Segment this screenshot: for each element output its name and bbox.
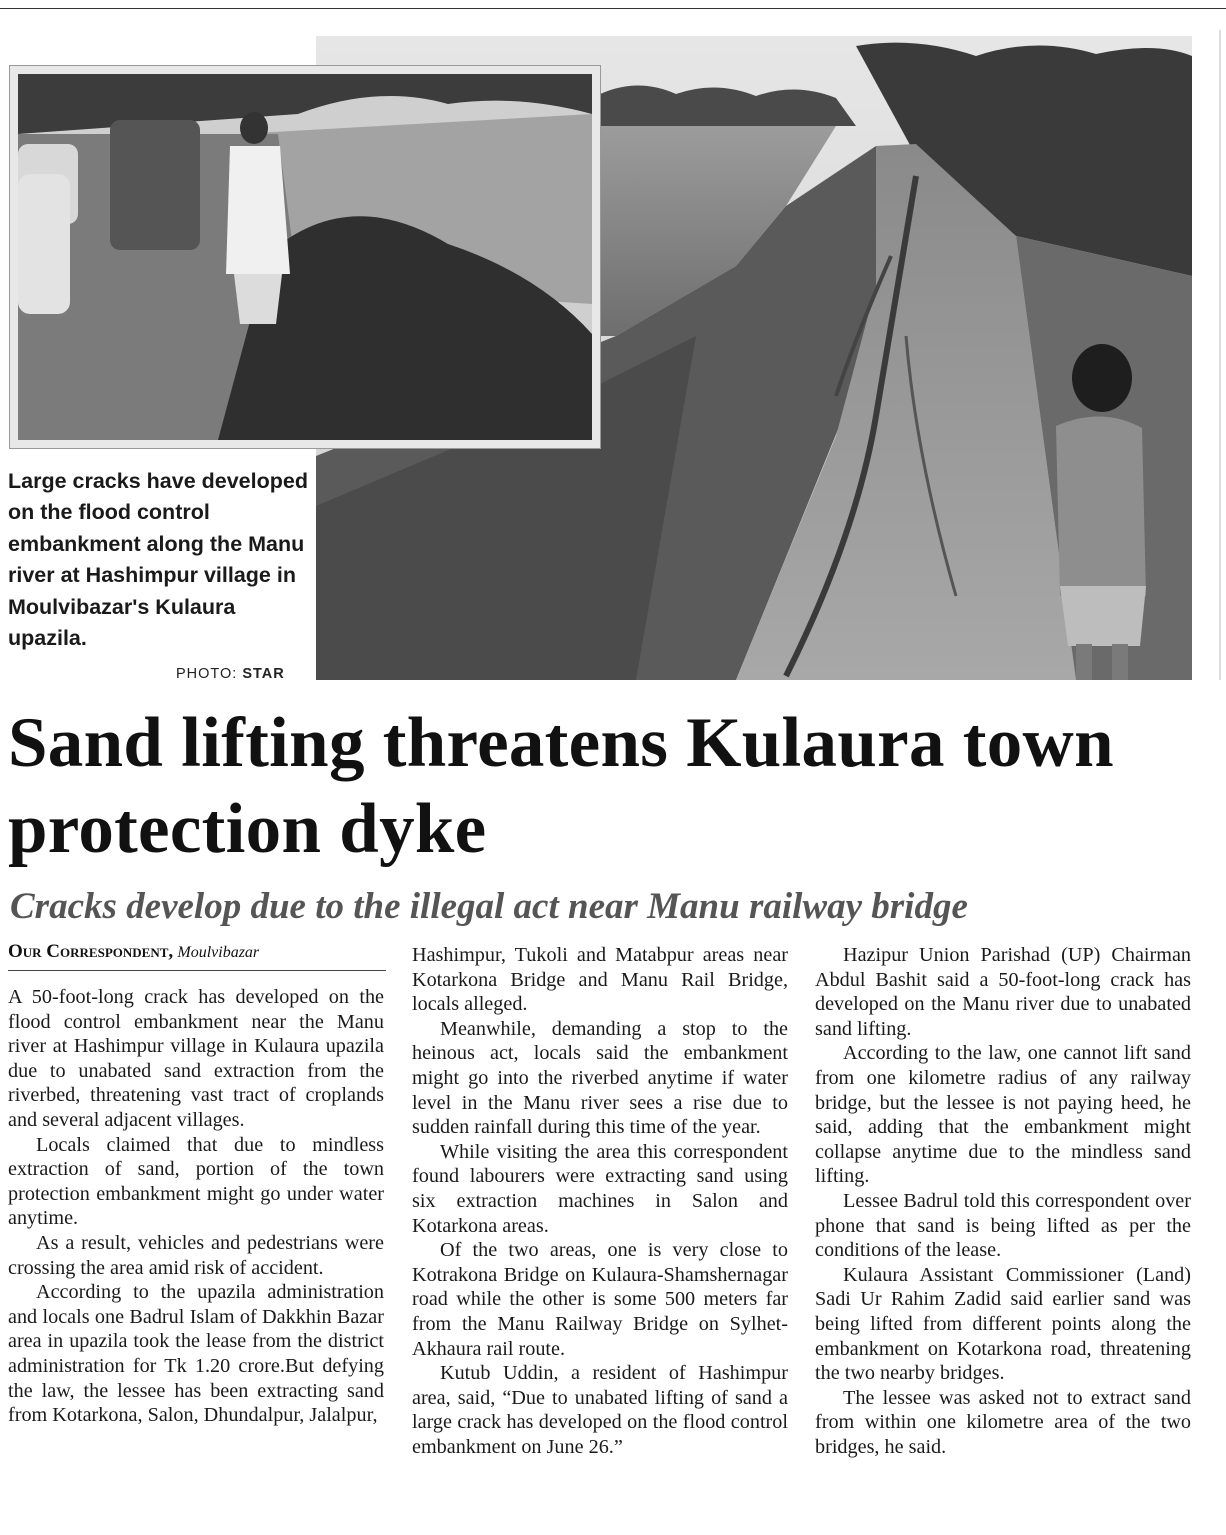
paragraph: As a result, vehicles and pedestrians were crossing the area amid risk of accident. [8,1231,384,1279]
paragraph: The lessee was asked not to extract sand from within one kilometre area of the two bridges, he said. [815,1386,1191,1458]
byline-rule [8,970,386,971]
paragraph: Hazipur Union Parishad (UP) Chairman Abdul Bashit said a 50-foot-long crack has developed on the Manu river due to unabated sand lifting. [815,944,1191,1040]
headline: Sand lifting threatens Kulaura town protection dyke [8,704,1114,868]
column-rule [1219,30,1221,680]
paragraph: According to the upazila administration and locals one Badrul Islam of Dakkhin Bazar area in upazila took the lease from the district administration for Tk 1.20 crore.But defying the law, the lessee has been extracting sand from Kotarkona, Salon, Dhundalpur, Jalalpur, [8,1281,384,1427]
article-column-1 [8,985,384,1428]
paragraph: Of the two areas, one is very close to Kotrakona Bridge on Kulaura-Shamshernagar road while the other is some 500 meters far from the Manu Railway Bridge on Sylhet-Akhaura rail route. [412,1239,788,1360]
subheadline: Cracks develop due to the illegal act near Manu railway bridge [10,886,968,927]
paragraph: While visiting the area this correspondent found labourers were extracting sand using six extraction machines in Salon and Kotarkona areas. [412,1140,788,1237]
paragraph: Kutub Uddin, a resident of Hashimpur area, said, “Due to unabated lifting of sand a large crack has developed on the flood control embankment on June 26.” [412,1362,788,1458]
paragraph: Locals claimed that due to mindless extraction of sand, portion of the town protection embankment might go under water anytime. [8,1133,384,1230]
paragraph: Meanwhile, demanding a stop to the heinous act, locals said the embankment might go into the riverbed anytime if water level in the Manu river sees a rise due to sudden rainfall during this time of the year. [412,1017,788,1139]
top-rule [0,8,1226,9]
paragraph: According to the law, one cannot lift sand from one kilometre radius of any railway bridge, but the lessee is not paying heed, he said, adding that the embankment might collapse anytime due to the mindless sand lifting. [815,1042,1191,1188]
byline-location: Moulvibazar [177,944,260,961]
photo-credit-source: STAR [242,666,285,682]
article-column-3 [815,943,1191,1459]
photo-credit: PHOTO: STAR [176,666,285,682]
article-column-2 [412,943,788,1459]
byline-author: Our Correspondent, [8,941,174,962]
paragraph: Lessee Badrul told this correspondent over phone that sand is being lifted as per the conditions of the lease. [815,1189,1191,1262]
byline [8,940,388,965]
paragraph: Hashimpur, Tukoli and Matabpur areas near Kotarkona Bridge and Manu Rail Bridge, locals alleged. [412,944,788,1016]
inset-photo [10,66,600,448]
paragraph: A 50-foot-long crack has developed on the flood control embankment near the Manu river at Hashimpur village in Kulaura upazila due to unabated sand extraction from the riverbed, threatening vast tract of croplands and several adjacent villages. [8,986,384,1131]
paragraph: Kulaura Assistant Commissioner (Land) Sadi Ur Rahim Zadid said earlier sand was being lifted from different points along the embankment on Kotarkona road, threatening the two nearby bridges. [815,1263,1191,1385]
photo-caption: Large cracks have developed on the flood control embankment along the Manu river at Hashimpur village in Moulvibazar's Kulaura upazila. [8,469,308,651]
